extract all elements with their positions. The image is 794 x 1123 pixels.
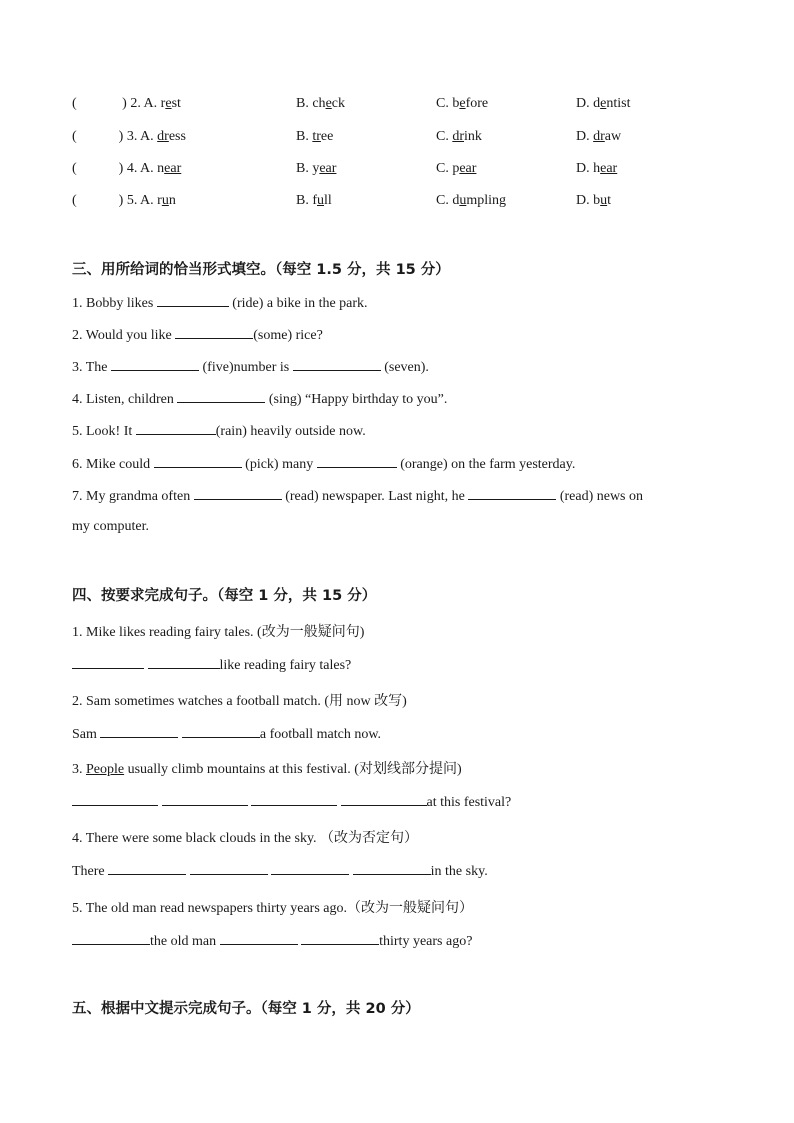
mcq-row-3: ( ) 3. A. dress (72, 129, 186, 144)
section-3-title: 三、用所给词的恰当形式填空。（每空 1.5 分，共 15 分） (72, 262, 450, 278)
fill-blank[interactable] (194, 487, 282, 500)
fill-blank[interactable] (182, 725, 260, 738)
fill-blank[interactable] (341, 793, 427, 806)
option-b: B. year (296, 161, 337, 176)
fill-blank[interactable] (293, 358, 381, 371)
mcq-row-4: ( ) 4. A. near (72, 161, 182, 176)
fill-blank[interactable] (72, 932, 150, 945)
mcq-row-5: ( ) 5. A. run (72, 193, 176, 208)
fill-blank[interactable] (190, 862, 268, 875)
fill-blank[interactable] (148, 656, 220, 669)
s4-answer-3: at this festival? (72, 793, 511, 811)
question-number: ) 2. A. (122, 96, 158, 111)
fill-blank[interactable] (317, 455, 397, 468)
option-c: C. dumpling (436, 193, 507, 208)
s3-question-1: 1. Bobby likes (ride) a bike in the park. (72, 296, 368, 311)
s3-question-4: 4. Listen, children (sing) “Happy birthday to you”. (72, 392, 448, 407)
fill-blank[interactable] (175, 326, 253, 339)
option-c: C. drink (436, 129, 482, 144)
option-c: C. pear (436, 161, 477, 176)
s3-question-6: 6. Mike could (pick) many (orange) on the farm yesterday. (72, 457, 576, 472)
fill-blank[interactable] (468, 487, 556, 500)
fill-blank[interactable] (177, 390, 265, 403)
fill-blank[interactable] (220, 932, 298, 945)
s4-question-3: 3. People usually climb mountains at this festival. (对划线部分提问) (72, 762, 462, 777)
fill-blank[interactable] (353, 862, 431, 875)
option-c: C. before (436, 96, 489, 111)
s4-answer-5: the old man thirty years ago? (72, 932, 472, 950)
fill-blank[interactable] (157, 294, 229, 307)
s4-question-1: 1. Mike likes reading fairy tales. (改为一般疑问句) (72, 625, 365, 640)
option-a-underlined: e (165, 96, 172, 111)
s4-question-5: 5. The old man read newspapers thirty years ago.（改为一般疑问句） (72, 901, 473, 916)
s4-answer-2: Sam a football match now. (72, 727, 382, 742)
fill-blank[interactable] (251, 793, 337, 806)
fill-blank[interactable] (108, 862, 186, 875)
answer-paren-open: ( (72, 96, 77, 111)
option-a-pre: r (160, 96, 166, 111)
fill-blank[interactable] (72, 656, 144, 669)
option-d: D. hear (576, 161, 618, 176)
s3-question-3: 3. The (five)number is (seven). (72, 360, 429, 375)
section-5-title: 五、根据中文提示完成句子。（每空 1 分，共 20 分） (72, 1001, 420, 1017)
s4-answer-4: There in the sky. (72, 864, 488, 879)
option-b: B. tree (296, 129, 334, 144)
s4-question-2: 2. Sam sometimes watches a football match. (用 now 改写) (72, 694, 407, 709)
fill-blank[interactable] (100, 725, 178, 738)
option-d: D. but (576, 193, 612, 208)
s3-question-5: 5. Look! It (rain) heavily outside now. (72, 424, 366, 439)
s4-question-4: 4. There were some black clouds in the sky. （改为否定句） (72, 831, 419, 846)
mcq-row-2 (72, 96, 181, 112)
fill-blank[interactable] (271, 862, 349, 875)
s4-answer-1: like reading fairy tales? (72, 656, 351, 674)
option-b: B. full (296, 193, 332, 208)
section-4-title: 四、按要求完成句子。（每空 1 分，共 15 分） (72, 588, 377, 604)
s3-question-7-cont: my computer. (72, 519, 149, 534)
fill-blank[interactable] (162, 793, 248, 806)
s3-question-7: 7. My grandma often (read) newspaper. Last night, he (read) news on (72, 489, 643, 504)
fill-blank[interactable] (72, 793, 158, 806)
option-b: B. check (296, 96, 345, 111)
s3-question-2: 2. Would you like (some) rice? (72, 328, 323, 343)
option-d: D. draw (576, 129, 622, 144)
fill-blank[interactable] (136, 422, 216, 435)
fill-blank[interactable] (301, 932, 379, 945)
option-a-post: st (171, 96, 181, 111)
fill-blank[interactable] (111, 358, 199, 371)
fill-blank[interactable] (154, 455, 242, 468)
option-d: D. dentist (576, 96, 631, 111)
